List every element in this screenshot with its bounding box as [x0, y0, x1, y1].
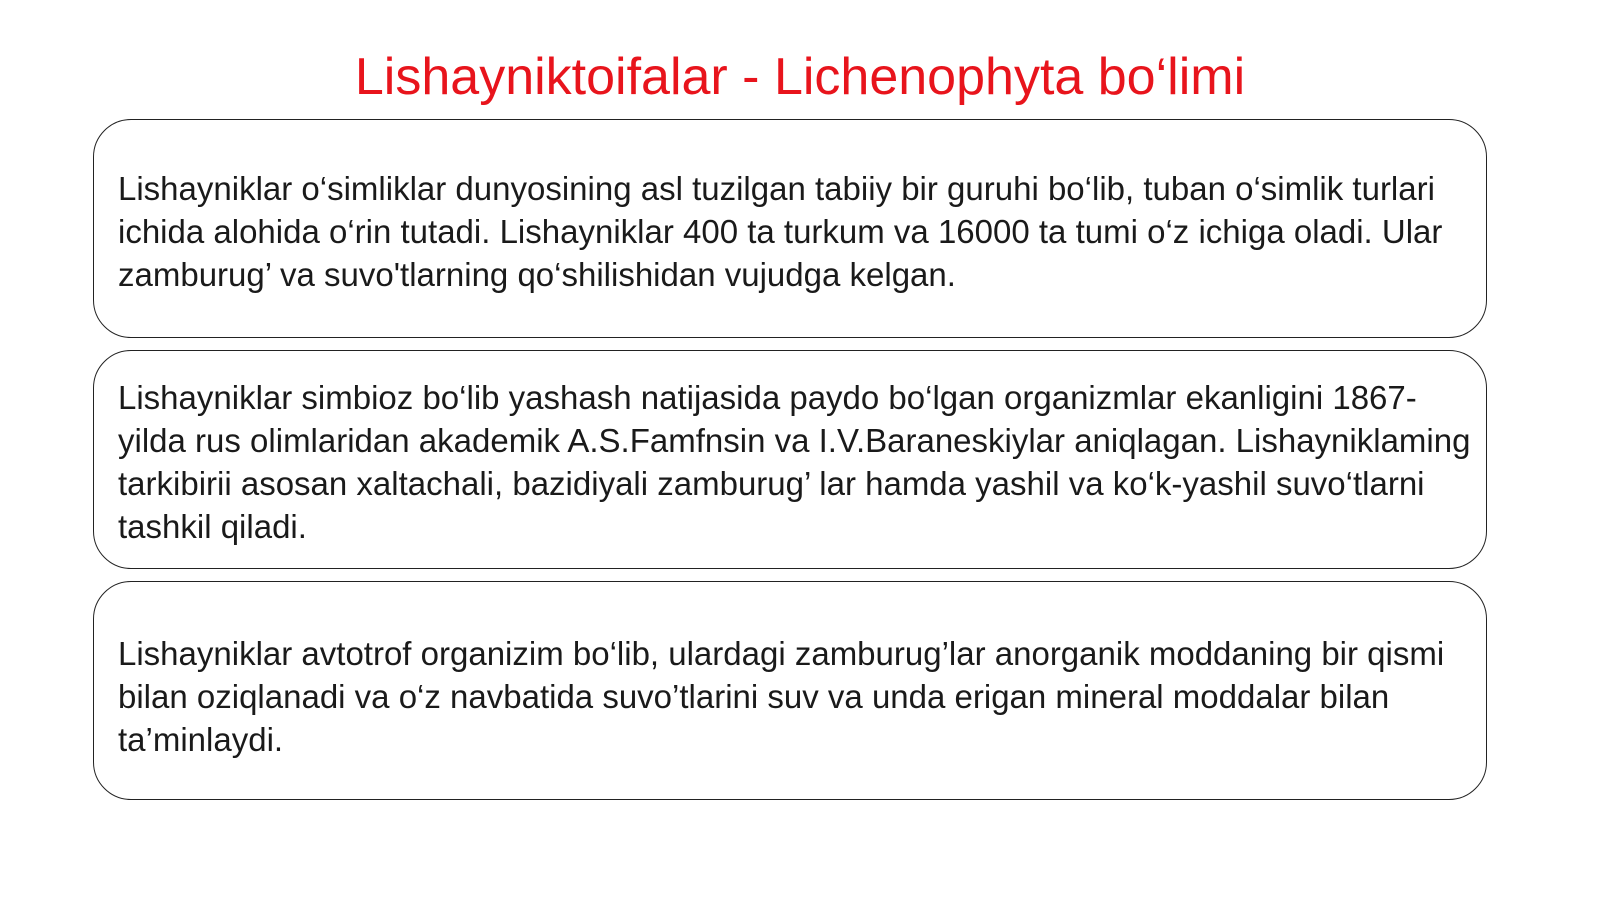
slide-title: Lishayniktoifalar - Lichenophyta bo‘limi: [354, 48, 1246, 106]
card-text-1: Lishayniklar o‘simliklar dunyosining asl tuzilgan tabiiy bir guruhi bo‘lib, tuban o‘simlik turlari ichida alohida o‘rin tutadi. Lishayniklar 400 ta turkum va 16000 ta tumi o‘z ichiga oladi. Ular zamburug’ va suvo'tlarning qo‘shilishidan vujudga kelgan.: [118, 170, 1443, 293]
text-card-1: [93, 119, 1487, 338]
text-card-2: [93, 350, 1487, 569]
card-text-2: Lishayniklar simbioz bo‘lib yashash natijasida paydo bo‘lgan organizmlar ekanligini 1867-yilda rus olimlaridan akademik A.S.Famfnsin va I.V.Baraneskiylar aniqlagan. Lishayniklaming tarkibirii asosan xaltachali, bazidiyali zamburug’ lar hamda yashil va ko‘k-yashil suvo‘tlarni tashkil qiladi.: [118, 379, 1471, 545]
card-text-3: Lishayniklar avtotrof organizim bo‘lib, ulardagi zamburug’lar anorganik moddaning bir qismi bilan oziqlanadi va o‘z navbatida suvo’tlarini suv va unda erigan mineral moddalar bilan ta’minlaydi.: [118, 635, 1445, 758]
text-card-3: [93, 581, 1487, 800]
